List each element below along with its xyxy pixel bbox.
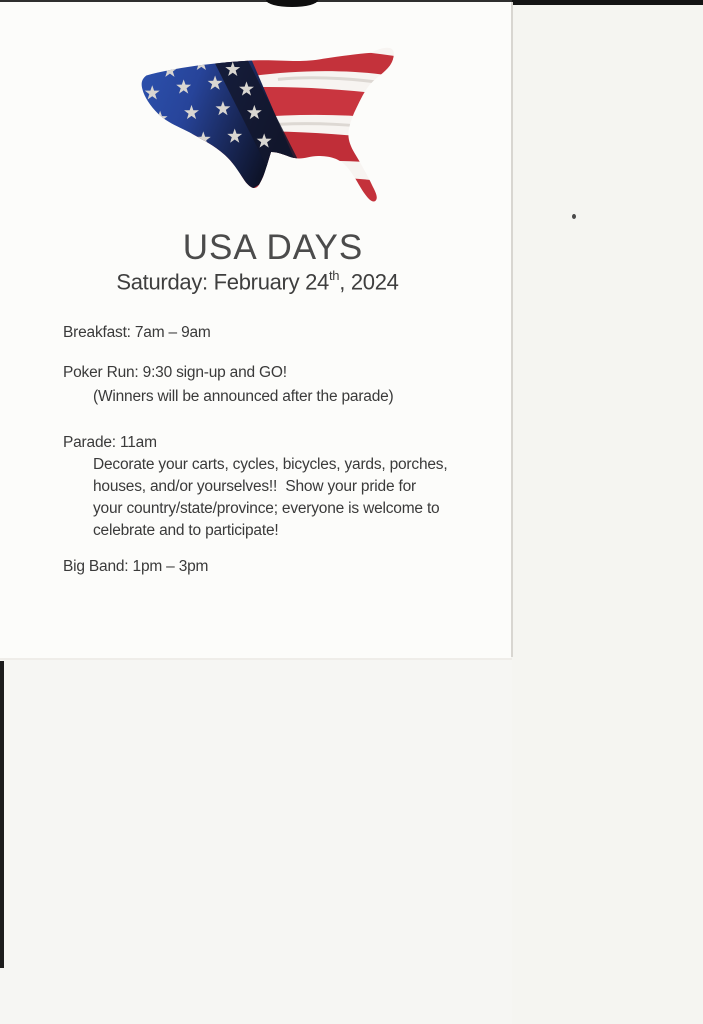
event-date-ordinal: th (328, 268, 340, 283)
event-date (0, 269, 515, 295)
paper-bottom-edge (0, 658, 512, 660)
flyer-page (0, 2, 511, 660)
scan-artifact-top-line (0, 0, 512, 2)
schedule-line-parade-detail-1: Decorate your carts, cycles, bicycles, yards, porches, (93, 456, 448, 473)
schedule-line-poker-note: (Winners will be announced after the parade) (93, 388, 394, 405)
schedule-line-parade-detail-4: celebrate and to participate! (93, 522, 279, 539)
scanner-background-bottom (0, 660, 512, 1024)
usa-flag-map-image (128, 46, 418, 208)
scan-artifact-top-bar (512, 0, 703, 5)
paper-right-edge (511, 2, 513, 657)
schedule-line-big-band: Big Band: 1pm – 3pm (63, 558, 209, 575)
schedule-line-breakfast: Breakfast: 7am – 9am (63, 324, 211, 341)
schedule-line-poker-run: Poker Run: 9:30 sign-up and GO! (63, 364, 287, 381)
schedule-line-parade-detail-3: your country/state/province; everyone is welcome to (93, 500, 440, 517)
scan-artifact-speck (572, 214, 576, 219)
page-title: USA DAYS (182, 228, 364, 267)
schedule-line-parade-detail-2: houses, and/or yourselves!! Show your pride for (93, 478, 416, 495)
event-date-suffix: , 2024 (339, 269, 399, 295)
scanner-background-right (512, 0, 703, 1024)
scan-artifact-left-strip (0, 661, 4, 968)
event-date-prefix: Saturday: February 24 (116, 269, 329, 295)
schedule-line-parade: Parade: 11am (63, 434, 157, 451)
